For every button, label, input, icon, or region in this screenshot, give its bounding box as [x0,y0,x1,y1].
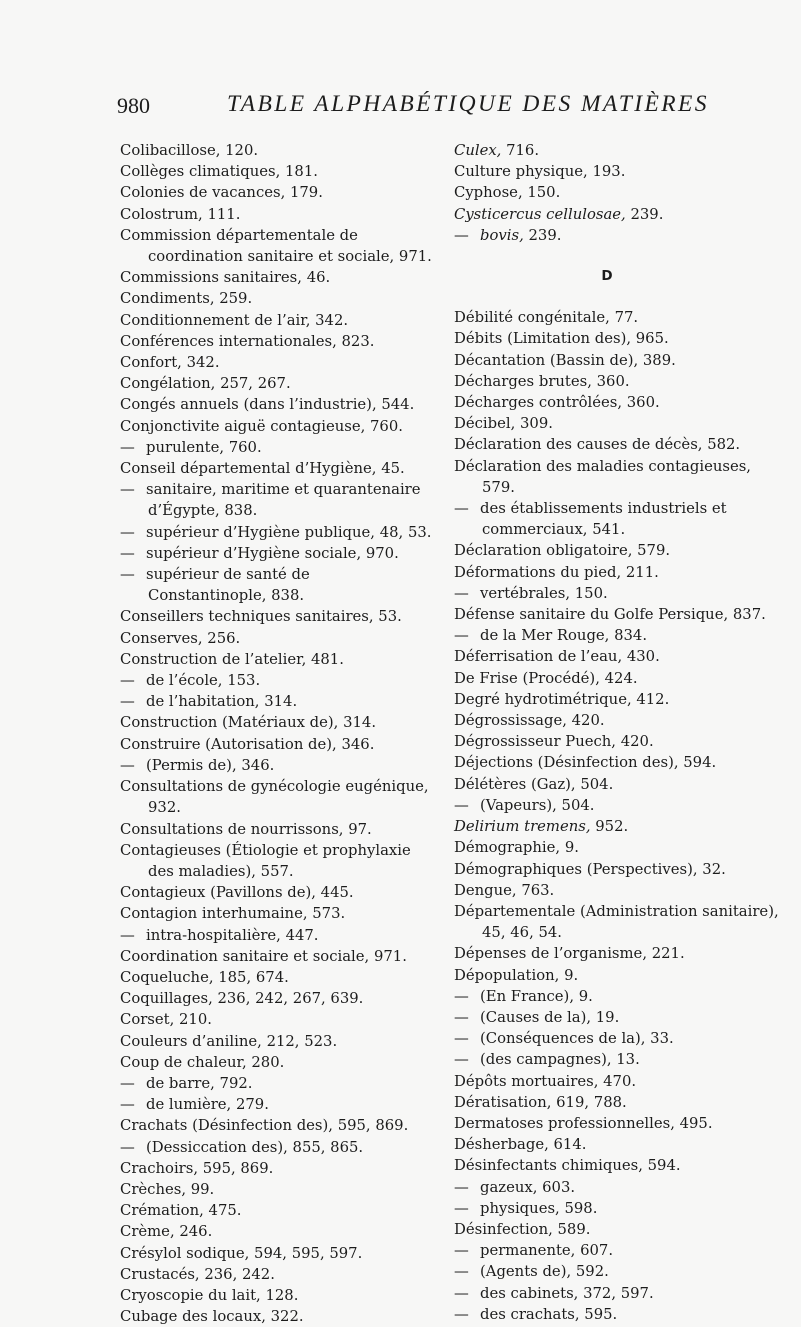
dash-mark: — [454,627,469,645]
index-text: Déclaration obligatoire, 579. [454,542,671,560]
section-letter: D [601,268,613,285]
index-subentry [454,1028,780,1049]
index-text: (Causes de la), 19. [480,1008,620,1026]
index-entry [454,816,780,837]
index-text: Déferrisation de l’eau, 430. [454,648,660,666]
dash-mark: — [120,566,135,584]
index-text: Degré hydrotimétrique, 412. [454,690,670,708]
index-entry [454,965,780,986]
index-subentry [454,1240,780,1261]
index-entry [454,710,780,731]
dash-mark: — [454,1051,469,1069]
index-text: Conférences internationales, 823. [120,332,375,350]
index-text: Congés annuels (dans l’industrie), 544. [120,396,415,414]
index-entry [120,903,432,924]
index-text: Colonies de vacances, 179. [120,184,323,202]
index-text: supérieur d’Hygiène publique, 48, 53. [146,523,432,541]
index-entry [120,182,432,203]
index-entry [454,752,780,773]
index-entry [454,1071,780,1092]
index-text: Dermatoses professionnelles, 495. [454,1114,713,1132]
index-subentry [454,1261,780,1282]
index-text: (En France), 9. [480,987,593,1005]
index-text: Construire (Autorisation de), 346. [120,735,375,753]
index-entry [120,1243,432,1264]
index-subentry [454,986,780,1007]
dash-mark: — [120,1074,135,1092]
index-entry [120,204,432,225]
index-entry [454,901,780,943]
index-subentry [120,437,432,458]
index-entry [454,668,780,689]
index-text: Cyphose, 150. [454,184,561,202]
index-text: supérieur de santé de Constantinople, 838. [146,566,310,605]
index-entry [454,774,780,795]
index-entry [120,967,432,988]
index-text: Conditionnement de l’air, 342. [120,311,349,329]
index-text: Contagion interhumaine, 573. [120,905,346,923]
index-text: Défense sanitaire du Golfe Persique, 837. [454,606,766,624]
index-entry [120,606,432,627]
index-entry [454,456,780,498]
index-entry [120,416,432,437]
index-entry [454,943,780,964]
index-entry [120,373,432,394]
index-entry [454,182,780,203]
index-text: De Frise (Procédé), 424. [454,669,638,687]
index-entry [454,1113,780,1134]
index-subentry [454,1049,780,1070]
index-subentry [454,625,780,646]
dash-mark: — [120,481,135,499]
dash-mark: — [120,1096,135,1114]
index-text: Conserves, 256. [120,629,241,647]
index-text: Démographiques (Perspectives), 32. [454,860,726,878]
index-text: Décantation (Bassin de), 389. [454,351,676,369]
index-entry [120,882,432,903]
index-subentry [120,1137,432,1158]
index-subentry [120,1073,432,1094]
index-entry [120,1221,432,1242]
index-subentry [454,1304,780,1325]
index-entry [120,1158,432,1179]
index-entry [454,540,780,561]
index-text: 952. [590,818,629,836]
index-entry [120,1052,432,1073]
index-entry [120,1200,432,1221]
dash-mark: — [454,987,469,1005]
index-subentry [454,795,780,816]
index-text: des crachats, 595. [480,1305,618,1323]
index-text: Culture physique, 193. [454,163,626,181]
index-text: Départementale (Administration sanitaire), 45, 46, 54. [454,902,779,942]
index-text: Commissions sanitaires, 46. [120,269,331,287]
dash-mark: — [120,926,135,944]
index-text: 239. [625,205,664,223]
index-text: Commission départementale de coordination sanitaire et sociale, 971. [120,226,432,266]
index-text: Crésylol sodique, 594, 595, 597. [120,1244,363,1262]
index-text: (Vapeurs), 504. [480,796,595,814]
index-text: Crème, 246. [120,1223,213,1241]
index-entry [120,394,432,415]
index-text: des cabinets, 372, 597. [480,1284,654,1302]
index-text: Dératisation, 619, 788. [454,1093,627,1111]
index-entry [120,458,432,479]
index-entry [120,1031,432,1052]
dash-mark: — [454,1305,469,1323]
index-subentry [120,543,432,564]
index-text: purulente, 760. [146,438,262,456]
index-text: intra-hospitalière, 447. [146,926,319,944]
index-section-c-continued [454,140,780,246]
index-entry [120,267,432,288]
index-subentry [120,925,432,946]
index-text: Désinfection, 589. [454,1220,591,1238]
index-entry [120,225,432,267]
index-entry [120,946,432,967]
index-entry [454,328,780,349]
index-entry [454,689,780,710]
index-text: vertébrales, 150. [480,584,608,602]
dash-mark: — [120,1138,135,1156]
index-text: Décibel, 309. [454,415,553,433]
index-text: Conseil départemental d’Hygiène, 45. [120,460,405,478]
running-header [117,91,709,125]
dash-mark: — [120,438,135,456]
index-text: 239. [523,226,562,244]
index-subentry [454,498,780,540]
index-text: Construction (Matériaux de), 314. [120,714,377,732]
index-entry [454,880,780,901]
index-text: Contagieuses (Étiologie et prophylaxie des maladies), 557. [120,841,411,880]
index-entry [120,776,432,818]
dash-mark: — [454,1030,469,1048]
running-title: TABLE ALPHABÉTIQUE DES MATIÈRES [227,91,709,117]
dash-mark: — [120,544,135,562]
index-text: Débits (Limitation des), 965. [454,330,669,348]
index-text: Déformations du pied, 211. [454,563,659,581]
index-text: Décharges contrôlées, 360. [454,394,660,412]
index-entry [120,988,432,1009]
index-text: (Agents de), 592. [480,1263,609,1281]
index-entry [454,837,780,858]
index-entry [120,1285,432,1306]
index-column-left [120,140,432,1327]
index-text: Déjections (Désinfection des), 594. [454,754,717,772]
index-text: Débilité congénitale, 77. [454,309,639,327]
index-entry [454,859,780,880]
index-text: de barre, 792. [146,1074,253,1092]
index-text: Colostrum, 111. [120,205,241,223]
index-column-right [454,140,780,1325]
index-text: Colibacillose, 120. [120,142,259,159]
index-text: Condiments, 259. [120,290,253,308]
page-number: 980 [117,93,150,118]
index-text: (Conséquences de la), 33. [480,1030,674,1048]
dash-mark: — [120,523,135,541]
index-entry [454,434,780,455]
index-text: Crachats (Désinfection des), 595, 869. [120,1117,409,1135]
index-entry [120,140,432,161]
index-term: Culex, [454,142,502,159]
index-subentry [120,522,432,543]
index-text: (Dessiccation des), 855, 865. [146,1138,364,1156]
dash-mark: — [454,1178,469,1196]
index-entry [120,288,432,309]
index-term: bovis, [480,226,524,244]
index-entry [120,161,432,182]
index-entry [454,413,780,434]
index-text: (des campagnes), 13. [480,1051,640,1069]
index-entry [454,604,780,625]
index-entry [454,140,780,161]
index-subentry [120,564,432,606]
dash-mark: — [120,756,135,774]
index-entry [120,352,432,373]
index-text: permanente, 607. [480,1242,614,1260]
index-entry [120,1115,432,1136]
index-text: Couleurs d’aniline, 212, 523. [120,1032,338,1050]
index-text: Conseillers techniques sanitaires, 53. [120,608,402,626]
index-text: Délétères (Gaz), 504. [454,775,614,793]
index-text: Désherbage, 614. [454,1136,587,1154]
index-entry [120,331,432,352]
index-text: Congélation, 257, 267. [120,375,291,393]
index-text: Dégrossisseur Puech, 420. [454,733,654,751]
index-text: Déclaration des maladies contagieuses, 579. [454,457,751,496]
index-text: (Permis de), 346. [146,756,275,774]
index-term: Delirium tremens, [454,818,591,836]
index-entry [120,734,432,755]
index-text: Dépopulation, 9. [454,966,579,984]
index-text: Démographie, 9. [454,839,579,857]
dash-mark: — [120,693,135,711]
index-text: Crèches, 99. [120,1180,215,1198]
index-subentry [454,583,780,604]
index-entry [120,712,432,733]
index-text: physiques, 598. [480,1199,598,1217]
dash-mark: — [454,796,469,814]
index-text: Dengue, 763. [454,881,555,899]
index-text: Collèges climatiques, 181. [120,163,318,181]
dash-mark: — [454,1263,469,1281]
index-text: Coquillages, 236, 242, 267, 639. [120,990,364,1008]
index-text: Crustacés, 236, 242. [120,1265,275,1283]
index-entry [454,1092,780,1113]
index-text: Contagieux (Pavillons de), 445. [120,884,354,902]
index-text: Dépôts mortuaires, 470. [454,1072,637,1090]
dash-mark: — [454,226,469,244]
index-text: Désinfectants chimiques, 594. [454,1157,681,1175]
index-subentry [454,1198,780,1219]
index-text: Décharges brutes, 360. [454,372,630,390]
index-text: Confort, 342. [120,354,220,372]
index-text: Cryoscopie du lait, 128. [120,1286,299,1304]
index-subentry [120,755,432,776]
index-text: Consultations de gynécologie eugénique, 932. [120,778,429,817]
index-entry [120,819,432,840]
index-text: Coup de chaleur, 280. [120,1053,285,1071]
index-entry [120,628,432,649]
index-section-d [454,307,780,1325]
index-entry [454,392,780,413]
index-subentry [454,1177,780,1198]
index-subentry [454,1283,780,1304]
index-entry [454,371,780,392]
dash-mark: — [454,1008,469,1026]
index-entry [454,1134,780,1155]
index-text: Dégrossissage, 420. [454,712,605,730]
dash-mark: — [120,672,135,690]
index-entry [454,731,780,752]
index-text: de l’école, 153. [146,672,261,690]
index-entry [454,307,780,328]
index-entry [454,646,780,667]
index-entry [454,1155,780,1176]
index-subentry [454,225,780,246]
index-text: de l’habitation, 314. [146,693,298,711]
dash-mark: — [454,1199,469,1217]
index-entry [120,1306,432,1327]
index-text: Conjonctivite aiguë contagieuse, 760. [120,417,403,435]
index-text: Cubage des locaux, 322. [120,1308,304,1326]
index-entry [120,840,432,882]
index-entry [120,310,432,331]
index-subentry [120,691,432,712]
index-text: Déclaration des causes de décès, 582. [454,436,741,454]
index-text: des établissements industriels et commerciaux, 541. [480,500,727,539]
index-entry [120,649,432,670]
index-subentry [120,670,432,691]
index-text: Crachoirs, 595, 869. [120,1159,274,1177]
index-text: gazeux, 603. [480,1178,576,1196]
index-subentry [120,479,432,521]
index-text: Construction de l’atelier, 481. [120,650,344,668]
index-text: 716. [501,142,540,159]
index-entry [454,1219,780,1240]
index-text: sanitaire, maritime et quarantenaire d’Égypte, 838. [146,481,421,520]
index-entry [120,1179,432,1200]
index-text: Corset, 210. [120,1011,212,1029]
index-entry [120,1009,432,1030]
index-text: supérieur d’Hygiène sociale, 970. [146,544,399,562]
index-entry [454,562,780,583]
dash-mark: — [454,1242,469,1260]
dash-mark: — [454,584,469,602]
index-entry [454,204,780,225]
index-text: de lumière, 279. [146,1096,269,1114]
index-entry [120,1264,432,1285]
dash-mark: — [454,500,469,518]
index-entry [454,350,780,371]
index-text: Coordination sanitaire et sociale, 971. [120,947,407,965]
index-text: de la Mer Rouge, 834. [480,627,648,645]
index-subentry [120,1094,432,1115]
index-text: Coqueluche, 185, 674. [120,968,289,986]
dash-mark: — [454,1284,469,1302]
index-subentry [454,1007,780,1028]
index-text: Consultations de nourrissons, 97. [120,820,372,838]
index-text: Dépenses de l’organisme, 221. [454,945,685,963]
index-text: Crémation, 475. [120,1202,242,1220]
index-entry [454,161,780,182]
index-term: Cysticercus cellulosae, [454,205,626,223]
